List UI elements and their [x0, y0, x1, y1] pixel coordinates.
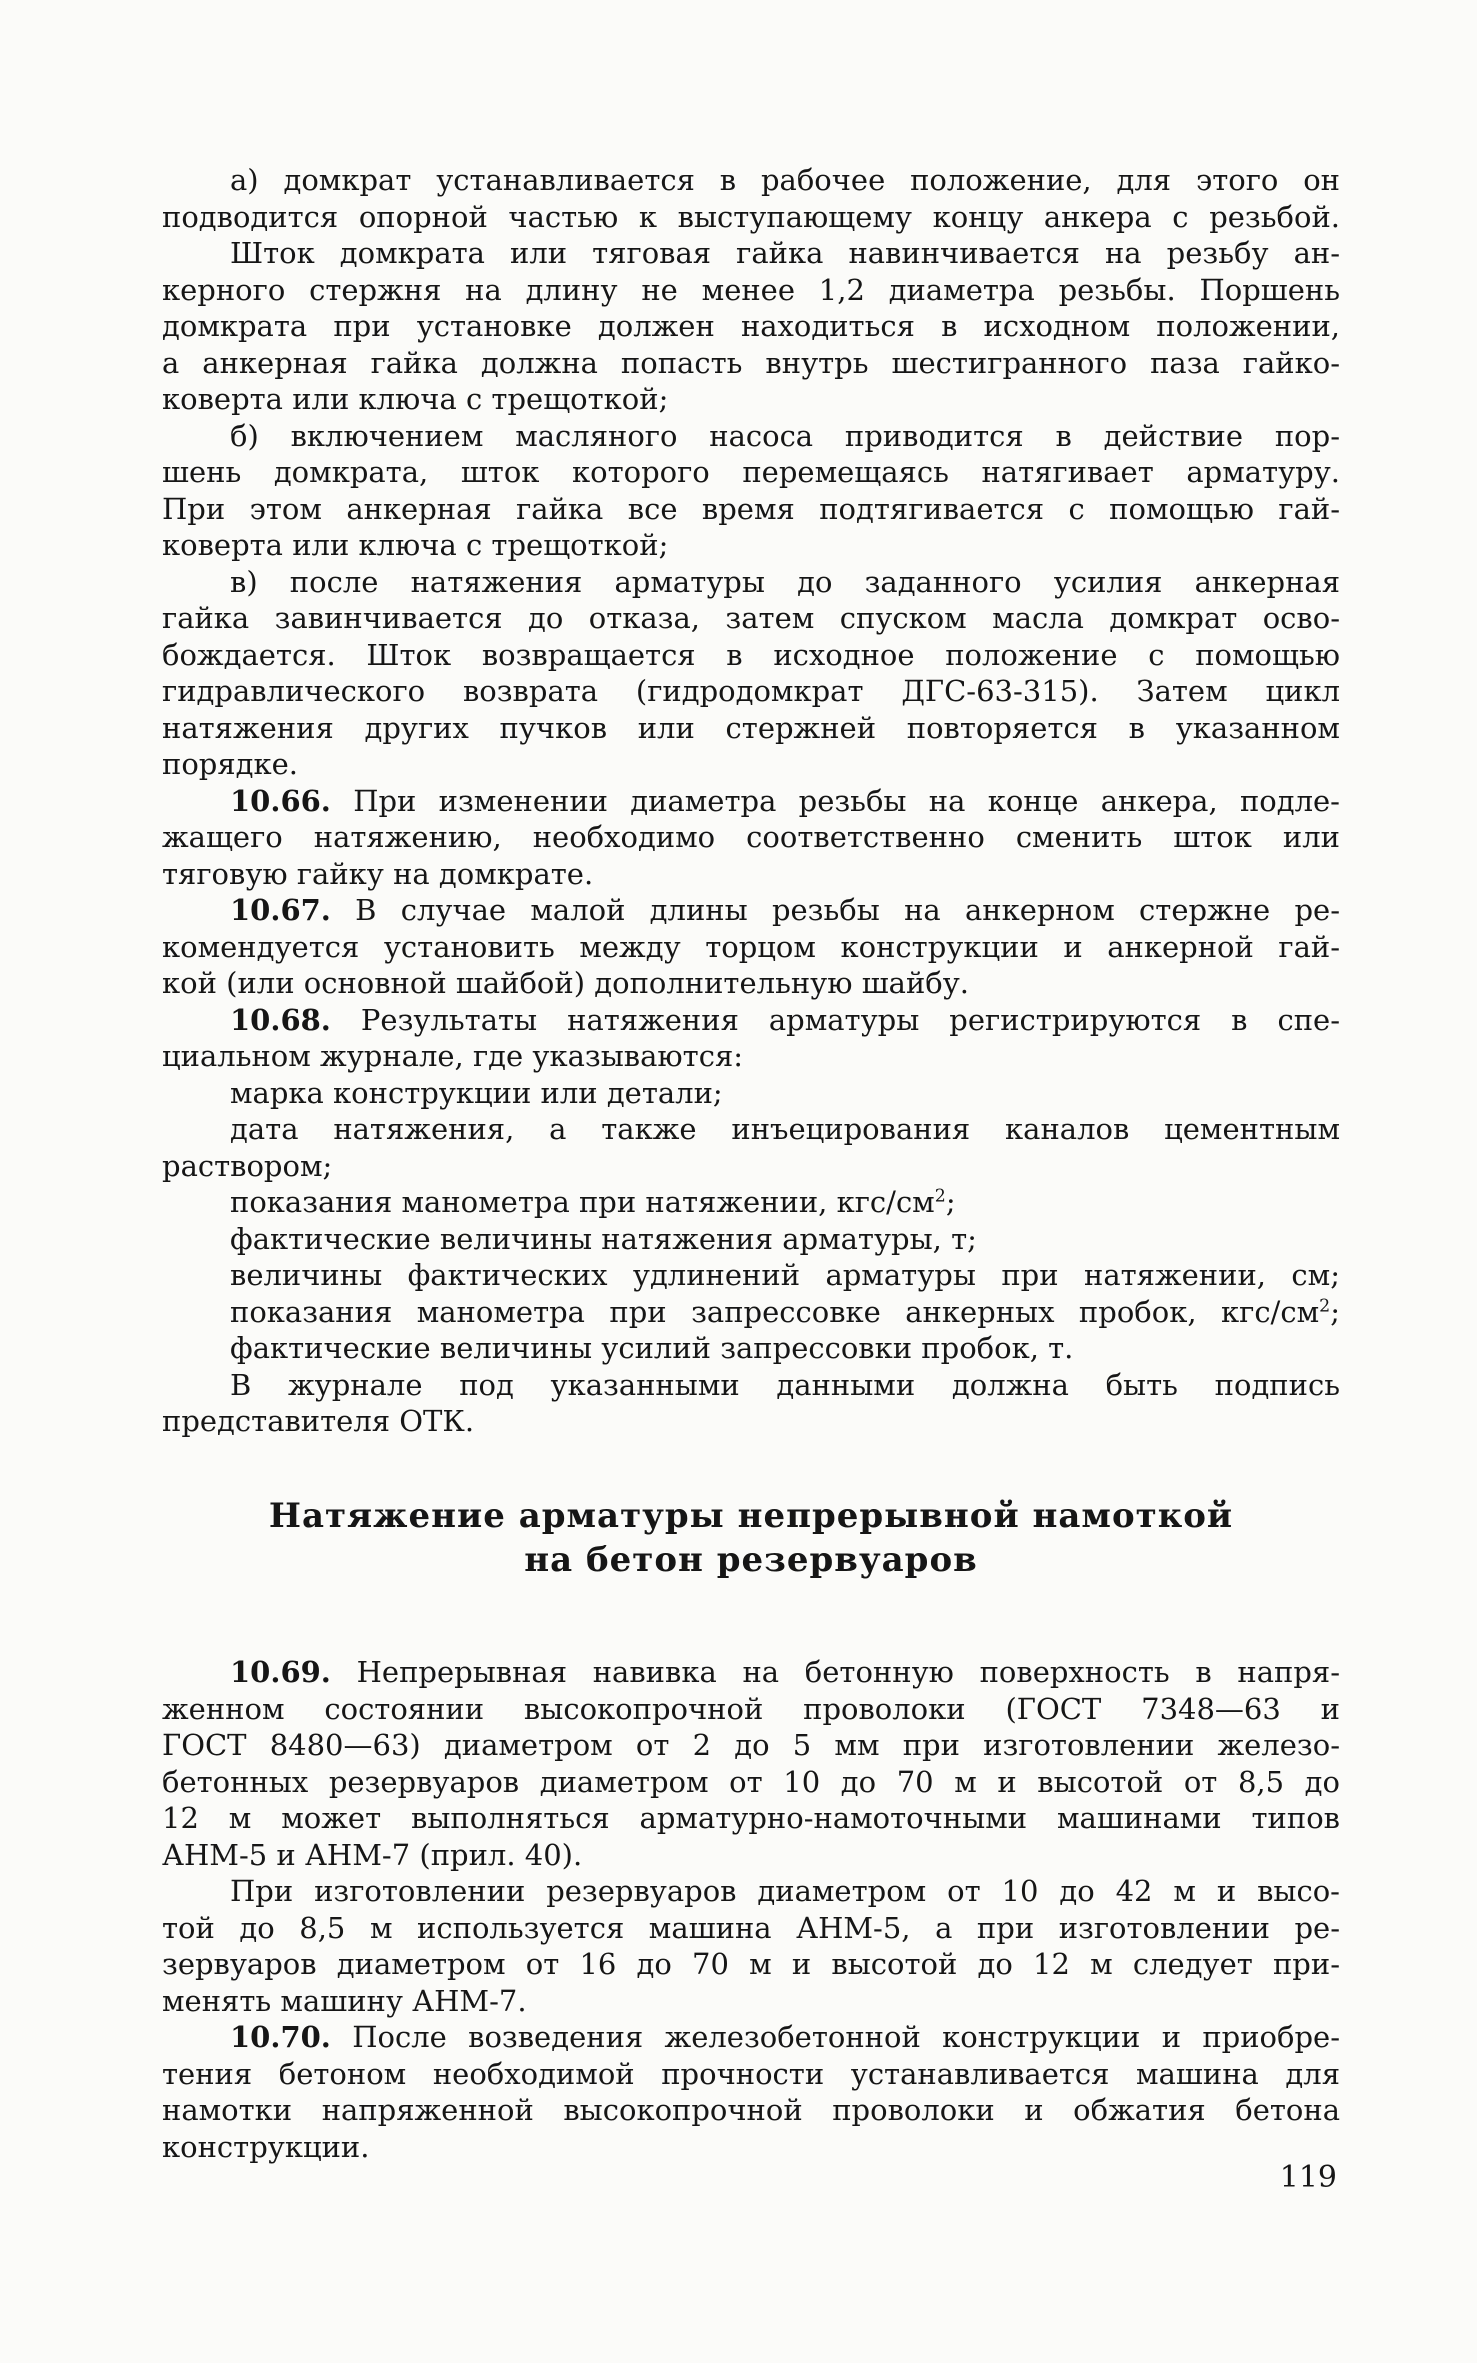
text-line: намотки напряженной высокопрочной проволоки и обжатия бетона	[162, 2093, 1340, 2127]
text-line: ГОСТ 8480—63) диаметром от 2 до 5 мм при изготовлении железо-	[162, 1728, 1340, 1762]
text-span: В случае малой длины резьбы на анкерном стержне ре-	[355, 893, 1340, 927]
text-line: натяжения других пучков или стержней повторяется в указанном	[162, 710, 1340, 745]
text-line: гидравлического возврата (гидродомкрат ДГС-63-315). Затем цикл	[162, 674, 1340, 708]
text-line: В журнале под указанными данными должна быть подпись	[230, 1367, 1340, 1402]
text-span: Результаты натяжения арматуры регистрируются в спе-	[360, 1002, 1341, 1037]
list-item: раствором;	[162, 1148, 333, 1183]
text-line: комендуется установить между торцом конструкции и анкерной гай-	[162, 929, 1340, 964]
text-line: тения бетоном необходимой прочности устанавливается машина для	[162, 2056, 1340, 2091]
text-line: а) домкрат устанавливается в рабочее положение, для этого он	[230, 163, 1340, 197]
text-line: При этом анкерная гайка все время подтягивается с помощью гай-	[162, 491, 1340, 526]
text-line: представителя ОТК.	[162, 1404, 475, 1438]
text-line: тяговую гайку на домкрате.	[162, 856, 594, 891]
clause-number: 10.69.	[230, 1655, 331, 1689]
heading-line: Натяжение арматуры непрерывной намоткой	[268, 1496, 1234, 1536]
journal-note	[162, 1367, 1340, 1440]
text-line: коверта или ключа с трещоткой;	[162, 382, 669, 416]
clause-number: 10.66.	[230, 783, 331, 818]
text-line: зервуаров диаметром от 16 до 70 м и высотой до 12 м следует при-	[162, 1947, 1340, 1981]
list-item: фактические величины усилий запрессовки пробок, т.	[230, 1331, 1074, 1365]
text-line	[162, 892, 1340, 929]
lower-text-block	[162, 1654, 1340, 2165]
text-line: 12 м может выполняться арматурно-намоточными машинами типов	[162, 1801, 1340, 1835]
text-line: порядке.	[162, 747, 299, 781]
paragraph-10-68	[162, 1002, 1340, 1075]
paragraph-10-70	[162, 2019, 1340, 2165]
paragraph-10-67	[162, 892, 1340, 1002]
text-span: показания манометра при запрессовке анкерных пробок, кгс/см	[230, 1294, 1320, 1329]
journal-items-list	[162, 1075, 1340, 1367]
text-line: жащего натяжению, необходимо соответственно сменить шток или	[162, 820, 1340, 854]
paragraph-10-66	[162, 783, 1340, 893]
text-line: женном состоянии высокопрочной проволоки (ГОСТ 7348—63 и	[162, 1691, 1340, 1726]
text-line: в) после натяжения арматуры до заданного усилия анкерная	[230, 564, 1340, 599]
list-item: марка конструкции или детали;	[230, 1075, 723, 1110]
text-line: менять машину АНМ-7.	[162, 1983, 527, 2018]
section-heading	[162, 1494, 1340, 1582]
superscript: 2	[1319, 1295, 1331, 1316]
text-line: АНМ-5 и АНМ-7 (прил. 40).	[162, 1837, 583, 1872]
text-line: коверта или ключа с трещоткой;	[162, 528, 669, 562]
text-line: гайка завинчивается до отказа, затем спуском масла домкрат осво-	[162, 601, 1340, 635]
text-line: подводится опорной частью к выступающему концу анкера с резьбой.	[162, 199, 1340, 234]
text-line: Шток домкрата или тяговая гайка навинчивается на резьбу ан-	[230, 236, 1340, 270]
list-item	[162, 1294, 1340, 1331]
clause-number: 10.67.	[230, 893, 331, 927]
paragraph-b	[162, 418, 1340, 564]
paragraph-10-69	[162, 1654, 1340, 1873]
text-line: циальном журнале, где указываются:	[162, 1039, 744, 1073]
text-span: Непрерывная навивка на бетонную поверхность в напря-	[356, 1655, 1340, 1689]
text-line: б) включением масляного насоса приводится в действие пор-	[230, 418, 1340, 453]
text-span: ;	[945, 1185, 956, 1219]
text-line: шень домкрата, шток которого перемещаясь натягивает арматуру.	[162, 455, 1340, 489]
upper-text-block	[162, 162, 1340, 1440]
text-line: При изготовлении резервуаров диаметром от 10 до 42 м и высо-	[230, 1874, 1340, 1908]
list-item: величины фактических удлинений арматуры при натяжении, см;	[230, 1258, 1340, 1292]
text-line	[162, 1654, 1340, 1691]
text-span: При изменении диаметра резьбы на конце анкера, подле-	[353, 783, 1340, 818]
text-span: ;	[1330, 1294, 1340, 1329]
list-item	[162, 1184, 1340, 1221]
clause-number: 10.70.	[230, 2020, 331, 2054]
superscript: 2	[934, 1186, 946, 1207]
paragraph-a	[162, 162, 1340, 418]
text-span: показания манометра при натяжении, кгс/см	[230, 1185, 935, 1219]
heading-line: на бетон резервуаров	[524, 1540, 978, 1580]
text-line: керного стержня на длину не менее 1,2 диаметра резьбы. Поршень	[162, 272, 1340, 307]
text-line	[162, 1002, 1340, 1039]
text-line: бетонных резервуаров диаметром от 10 до 70 м и высотой от 8,5 до	[162, 1764, 1340, 1799]
clause-number: 10.68.	[230, 1002, 331, 1037]
text-line: домкрата при установке должен находиться в исходном положении,	[162, 309, 1340, 343]
text-line: кой (или основной шайбой) дополнительную шайбу.	[162, 966, 970, 1000]
page-number: 119	[1279, 2160, 1337, 2195]
paragraph-v	[162, 564, 1340, 783]
text-line: той до 8,5 м используется машина АНМ-5, а при изготовлении ре-	[162, 1910, 1340, 1945]
text-line	[162, 783, 1340, 820]
text-line: а анкерная гайка должна попасть внутрь шестигранного паза гайко-	[162, 345, 1340, 380]
text-line: конструкции.	[162, 2129, 370, 2164]
list-item: фактические величины натяжения арматуры, т;	[230, 1221, 977, 1256]
text-line: бождается. Шток возвращается в исходное положение с помощью	[162, 637, 1340, 672]
list-item: дата натяжения, а также инъецирования каналов цементным	[230, 1112, 1340, 1146]
text-line	[162, 2019, 1340, 2056]
text-span: После возведения железобетонной конструкции и приобре-	[352, 2020, 1341, 2054]
paragraph-10-69-continued	[162, 1873, 1340, 2019]
